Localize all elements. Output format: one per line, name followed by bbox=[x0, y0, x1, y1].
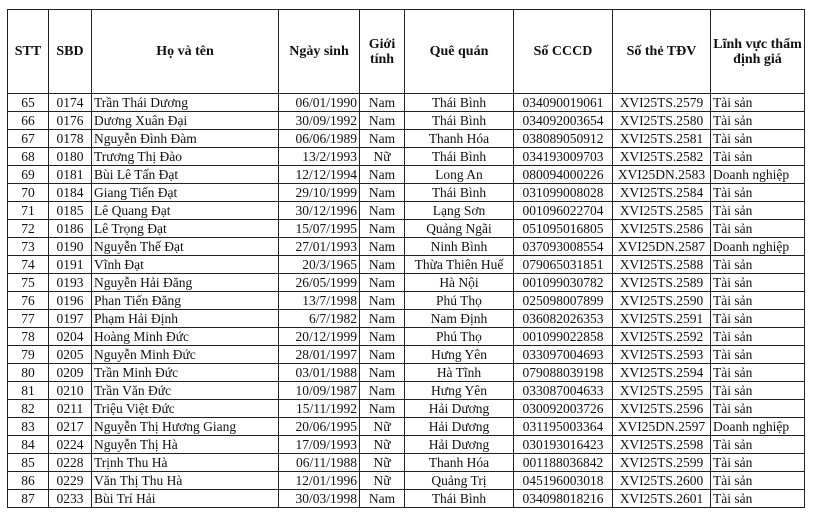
cell-sbd: 0217 bbox=[49, 418, 92, 436]
cell-cccd: 038089050912 bbox=[514, 130, 613, 148]
cell-cccd: 037093008554 bbox=[514, 238, 613, 256]
cell-gender: Nam bbox=[360, 166, 405, 184]
cell-card: XVI25DN.2583 bbox=[613, 166, 711, 184]
cell-hometown: Hải Dương bbox=[405, 400, 514, 418]
table-header-row bbox=[8, 10, 805, 94]
cell-stt: 80 bbox=[8, 364, 49, 382]
cell-dob: 13/7/1998 bbox=[279, 292, 360, 310]
cell-sbd: 0210 bbox=[49, 382, 92, 400]
header-gender: Giới tính bbox=[360, 10, 405, 94]
cell-field: Tài sản bbox=[711, 454, 805, 472]
cell-field: Tài sản bbox=[711, 328, 805, 346]
table-row bbox=[8, 202, 805, 220]
cell-hometown: Thái Bình bbox=[405, 112, 514, 130]
cell-cccd: 031099008028 bbox=[514, 184, 613, 202]
cell-name: Trần Văn Đức bbox=[92, 382, 279, 400]
cell-field: Tài sản bbox=[711, 472, 805, 490]
cell-name: Lê Quang Đạt bbox=[92, 202, 279, 220]
cell-cccd: 079088039198 bbox=[514, 364, 613, 382]
cell-field: Tài sản bbox=[711, 148, 805, 166]
candidate-table bbox=[7, 9, 805, 508]
table-row bbox=[8, 382, 805, 400]
cell-card: XVI25TS.2586 bbox=[613, 220, 711, 238]
cell-sbd: 0233 bbox=[49, 490, 92, 508]
cell-cccd: 001096022704 bbox=[514, 202, 613, 220]
header-dob: Ngày sinh bbox=[279, 10, 360, 94]
cell-hometown: Hải Dương bbox=[405, 418, 514, 436]
cell-card: XVI25TS.2593 bbox=[613, 346, 711, 364]
cell-hometown: Lạng Sơn bbox=[405, 202, 514, 220]
cell-gender: Nam bbox=[360, 328, 405, 346]
cell-gender: Nam bbox=[360, 400, 405, 418]
cell-dob: 6/7/1982 bbox=[279, 310, 360, 328]
cell-name: Triệu Việt Đức bbox=[92, 400, 279, 418]
cell-field: Tài sản bbox=[711, 364, 805, 382]
cell-gender: Nam bbox=[360, 202, 405, 220]
cell-cccd: 031195003364 bbox=[514, 418, 613, 436]
cell-name: Vĩnh Đạt bbox=[92, 256, 279, 274]
cell-cccd: 079065031851 bbox=[514, 256, 613, 274]
cell-sbd: 0185 bbox=[49, 202, 92, 220]
header-name: Họ và tên bbox=[92, 10, 279, 94]
cell-card: XVI25TS.2589 bbox=[613, 274, 711, 292]
cell-field: Tài sản bbox=[711, 490, 805, 508]
cell-sbd: 0190 bbox=[49, 238, 92, 256]
cell-cccd: 033097004693 bbox=[514, 346, 613, 364]
cell-cccd: 034193009703 bbox=[514, 148, 613, 166]
document-page bbox=[7, 9, 805, 508]
cell-sbd: 0211 bbox=[49, 400, 92, 418]
cell-hometown: Thái Bình bbox=[405, 490, 514, 508]
cell-field: Tài sản bbox=[711, 256, 805, 274]
cell-hometown: Hưng Yên bbox=[405, 346, 514, 364]
cell-cccd: 030193016423 bbox=[514, 436, 613, 454]
cell-field: Tài sản bbox=[711, 94, 805, 112]
cell-name: Phạm Hải Định bbox=[92, 310, 279, 328]
cell-gender: Nam bbox=[360, 310, 405, 328]
cell-card: XVI25TS.2579 bbox=[613, 94, 711, 112]
cell-name: Hoàng Minh Đức bbox=[92, 328, 279, 346]
cell-name: Bùi Lê Tấn Đạt bbox=[92, 166, 279, 184]
table-row bbox=[8, 490, 805, 508]
cell-cccd: 034098018216 bbox=[514, 490, 613, 508]
table-row bbox=[8, 472, 805, 490]
table-row bbox=[8, 292, 805, 310]
cell-hometown: Hưng Yên bbox=[405, 382, 514, 400]
cell-name: Dương Xuân Đại bbox=[92, 112, 279, 130]
cell-cccd: 034090019061 bbox=[514, 94, 613, 112]
cell-stt: 83 bbox=[8, 418, 49, 436]
cell-dob: 15/07/1995 bbox=[279, 220, 360, 238]
cell-field: Tài sản bbox=[711, 382, 805, 400]
cell-sbd: 0229 bbox=[49, 472, 92, 490]
cell-hometown: Hải Dương bbox=[405, 436, 514, 454]
cell-hometown: Phú Thọ bbox=[405, 328, 514, 346]
table-row bbox=[8, 346, 805, 364]
cell-name: Nguyễn Đình Đàm bbox=[92, 130, 279, 148]
cell-card: XVI25TS.2594 bbox=[613, 364, 711, 382]
cell-hometown: Thanh Hóa bbox=[405, 454, 514, 472]
cell-sbd: 0191 bbox=[49, 256, 92, 274]
cell-name: Nguyễn Thị Hà bbox=[92, 436, 279, 454]
header-card: Số thẻ TĐV bbox=[613, 10, 711, 94]
cell-gender: Nữ bbox=[360, 418, 405, 436]
cell-stt: 77 bbox=[8, 310, 49, 328]
cell-hometown: Hà Tĩnh bbox=[405, 364, 514, 382]
cell-dob: 20/12/1999 bbox=[279, 328, 360, 346]
cell-field: Tài sản bbox=[711, 292, 805, 310]
cell-dob: 06/01/1990 bbox=[279, 94, 360, 112]
cell-name: Trần Minh Đức bbox=[92, 364, 279, 382]
cell-card: XVI25TS.2598 bbox=[613, 436, 711, 454]
cell-stt: 86 bbox=[8, 472, 49, 490]
cell-stt: 71 bbox=[8, 202, 49, 220]
cell-dob: 17/09/1993 bbox=[279, 436, 360, 454]
cell-card: XVI25TS.2581 bbox=[613, 130, 711, 148]
cell-field: Doanh nghiệp bbox=[711, 166, 805, 184]
cell-stt: 79 bbox=[8, 346, 49, 364]
cell-dob: 20/3/1965 bbox=[279, 256, 360, 274]
cell-stt: 70 bbox=[8, 184, 49, 202]
cell-stt: 68 bbox=[8, 148, 49, 166]
cell-gender: Nam bbox=[360, 184, 405, 202]
cell-gender: Nam bbox=[360, 256, 405, 274]
cell-stt: 85 bbox=[8, 454, 49, 472]
cell-sbd: 0224 bbox=[49, 436, 92, 454]
cell-name: Trương Thị Đào bbox=[92, 148, 279, 166]
cell-gender: Nam bbox=[360, 274, 405, 292]
cell-dob: 06/11/1988 bbox=[279, 454, 360, 472]
cell-cccd: 034092003654 bbox=[514, 112, 613, 130]
cell-card: XVI25TS.2600 bbox=[613, 472, 711, 490]
cell-hometown: Thừa Thiên Huế bbox=[405, 256, 514, 274]
cell-hometown: Long An bbox=[405, 166, 514, 184]
cell-cccd: 001099022858 bbox=[514, 328, 613, 346]
cell-field: Doanh nghiệp bbox=[711, 238, 805, 256]
cell-name: Nguyễn Thị Hương Giang bbox=[92, 418, 279, 436]
cell-dob: 03/01/1988 bbox=[279, 364, 360, 382]
table-row bbox=[8, 310, 805, 328]
table-row bbox=[8, 112, 805, 130]
cell-name: Lê Trọng Đạt bbox=[92, 220, 279, 238]
cell-card: XVI25TS.2590 bbox=[613, 292, 711, 310]
cell-gender: Nữ bbox=[360, 148, 405, 166]
cell-cccd: 080094000226 bbox=[514, 166, 613, 184]
cell-sbd: 0193 bbox=[49, 274, 92, 292]
cell-cccd: 001188036842 bbox=[514, 454, 613, 472]
cell-gender: Nam bbox=[360, 130, 405, 148]
cell-sbd: 0228 bbox=[49, 454, 92, 472]
cell-gender: Nam bbox=[360, 490, 405, 508]
cell-gender: Nam bbox=[360, 382, 405, 400]
cell-sbd: 0180 bbox=[49, 148, 92, 166]
cell-field: Tài sản bbox=[711, 112, 805, 130]
table-row bbox=[8, 166, 805, 184]
cell-gender: Nam bbox=[360, 364, 405, 382]
cell-stt: 78 bbox=[8, 328, 49, 346]
cell-stt: 72 bbox=[8, 220, 49, 238]
table-row bbox=[8, 238, 805, 256]
cell-stt: 75 bbox=[8, 274, 49, 292]
header-field: Lĩnh vực thẩm định giá bbox=[711, 10, 805, 94]
cell-gender: Nữ bbox=[360, 472, 405, 490]
cell-sbd: 0176 bbox=[49, 112, 92, 130]
cell-dob: 27/01/1993 bbox=[279, 238, 360, 256]
table-row bbox=[8, 436, 805, 454]
header-cccd: Số CCCD bbox=[514, 10, 613, 94]
cell-stt: 66 bbox=[8, 112, 49, 130]
cell-dob: 12/01/1996 bbox=[279, 472, 360, 490]
cell-dob: 30/03/1998 bbox=[279, 490, 360, 508]
cell-name: Nguyễn Thế Đạt bbox=[92, 238, 279, 256]
cell-hometown: Hà Nội bbox=[405, 274, 514, 292]
cell-hometown: Thanh Hóa bbox=[405, 130, 514, 148]
cell-hometown: Phú Thọ bbox=[405, 292, 514, 310]
cell-hometown: Quảng Ngãi bbox=[405, 220, 514, 238]
cell-cccd: 025098007899 bbox=[514, 292, 613, 310]
header-hometown: Quê quán bbox=[405, 10, 514, 94]
table-row bbox=[8, 274, 805, 292]
cell-field: Tài sản bbox=[711, 274, 805, 292]
cell-sbd: 0204 bbox=[49, 328, 92, 346]
table-body bbox=[8, 94, 805, 508]
cell-name: Văn Thị Thu Hà bbox=[92, 472, 279, 490]
cell-gender: Nam bbox=[360, 220, 405, 238]
cell-field: Tài sản bbox=[711, 436, 805, 454]
table-row bbox=[8, 94, 805, 112]
cell-sbd: 0205 bbox=[49, 346, 92, 364]
cell-gender: Nam bbox=[360, 346, 405, 364]
cell-sbd: 0184 bbox=[49, 184, 92, 202]
cell-card: XVI25TS.2584 bbox=[613, 184, 711, 202]
cell-stt: 81 bbox=[8, 382, 49, 400]
cell-card: XVI25TS.2601 bbox=[613, 490, 711, 508]
cell-card: XVI25TS.2585 bbox=[613, 202, 711, 220]
cell-cccd: 001099030782 bbox=[514, 274, 613, 292]
cell-card: XVI25TS.2596 bbox=[613, 400, 711, 418]
table-row bbox=[8, 454, 805, 472]
cell-card: XVI25TS.2599 bbox=[613, 454, 711, 472]
cell-gender: Nam bbox=[360, 94, 405, 112]
table-row bbox=[8, 328, 805, 346]
cell-dob: 30/12/1996 bbox=[279, 202, 360, 220]
cell-stt: 87 bbox=[8, 490, 49, 508]
cell-name: Bùi Trí Hải bbox=[92, 490, 279, 508]
cell-card: XVI25TS.2592 bbox=[613, 328, 711, 346]
cell-cccd: 036082026353 bbox=[514, 310, 613, 328]
cell-gender: Nam bbox=[360, 112, 405, 130]
cell-dob: 15/11/1992 bbox=[279, 400, 360, 418]
table-row bbox=[8, 400, 805, 418]
cell-name: Nguyễn Hải Đăng bbox=[92, 274, 279, 292]
table-row bbox=[8, 364, 805, 382]
cell-dob: 30/09/1992 bbox=[279, 112, 360, 130]
cell-dob: 10/09/1987 bbox=[279, 382, 360, 400]
cell-cccd: 051095016805 bbox=[514, 220, 613, 238]
cell-card: XVI25TS.2582 bbox=[613, 148, 711, 166]
cell-hometown: Nam Định bbox=[405, 310, 514, 328]
cell-name: Giang Tiến Đạt bbox=[92, 184, 279, 202]
cell-cccd: 045196003018 bbox=[514, 472, 613, 490]
cell-dob: 13/2/1993 bbox=[279, 148, 360, 166]
cell-field: Tài sản bbox=[711, 220, 805, 238]
cell-dob: 20/06/1995 bbox=[279, 418, 360, 436]
table-row bbox=[8, 148, 805, 166]
cell-dob: 06/06/1989 bbox=[279, 130, 360, 148]
cell-card: XVI25TS.2588 bbox=[613, 256, 711, 274]
header-sbd: SBD bbox=[49, 10, 92, 94]
cell-field: Tài sản bbox=[711, 346, 805, 364]
cell-dob: 12/12/1994 bbox=[279, 166, 360, 184]
cell-sbd: 0174 bbox=[49, 94, 92, 112]
cell-field: Doanh nghiệp bbox=[711, 418, 805, 436]
cell-name: Phan Tiến Đăng bbox=[92, 292, 279, 310]
cell-name: Trịnh Thu Hà bbox=[92, 454, 279, 472]
cell-dob: 26/05/1999 bbox=[279, 274, 360, 292]
cell-stt: 74 bbox=[8, 256, 49, 274]
cell-field: Tài sản bbox=[711, 184, 805, 202]
cell-sbd: 0196 bbox=[49, 292, 92, 310]
cell-field: Tài sản bbox=[711, 202, 805, 220]
cell-cccd: 030092003726 bbox=[514, 400, 613, 418]
cell-gender: Nữ bbox=[360, 454, 405, 472]
table-row bbox=[8, 220, 805, 238]
cell-gender: Nam bbox=[360, 292, 405, 310]
cell-stt: 82 bbox=[8, 400, 49, 418]
cell-card: XVI25TS.2595 bbox=[613, 382, 711, 400]
cell-card: XVI25DN.2597 bbox=[613, 418, 711, 436]
cell-sbd: 0197 bbox=[49, 310, 92, 328]
cell-field: Tài sản bbox=[711, 130, 805, 148]
cell-stt: 69 bbox=[8, 166, 49, 184]
cell-hometown: Thái Bình bbox=[405, 148, 514, 166]
cell-gender: Nam bbox=[360, 238, 405, 256]
cell-field: Tài sản bbox=[711, 310, 805, 328]
cell-hometown: Ninh Bình bbox=[405, 238, 514, 256]
cell-hometown: Quảng Trị bbox=[405, 472, 514, 490]
cell-stt: 65 bbox=[8, 94, 49, 112]
cell-name: Trần Thái Dương bbox=[92, 94, 279, 112]
cell-gender: Nữ bbox=[360, 436, 405, 454]
cell-stt: 84 bbox=[8, 436, 49, 454]
header-stt: STT bbox=[8, 10, 49, 94]
cell-hometown: Thái Bình bbox=[405, 94, 514, 112]
cell-stt: 76 bbox=[8, 292, 49, 310]
cell-stt: 73 bbox=[8, 238, 49, 256]
table-row bbox=[8, 256, 805, 274]
cell-cccd: 033087004633 bbox=[514, 382, 613, 400]
cell-card: XVI25TS.2591 bbox=[613, 310, 711, 328]
cell-sbd: 0209 bbox=[49, 364, 92, 382]
cell-sbd: 0181 bbox=[49, 166, 92, 184]
table-row bbox=[8, 184, 805, 202]
cell-field: Tài sản bbox=[711, 400, 805, 418]
cell-hometown: Thái Bình bbox=[405, 184, 514, 202]
cell-name: Nguyễn Minh Đức bbox=[92, 346, 279, 364]
cell-stt: 67 bbox=[8, 130, 49, 148]
table-row bbox=[8, 418, 805, 436]
cell-dob: 28/01/1997 bbox=[279, 346, 360, 364]
cell-sbd: 0178 bbox=[49, 130, 92, 148]
cell-card: XVI25TS.2580 bbox=[613, 112, 711, 130]
cell-card: XVI25DN.2587 bbox=[613, 238, 711, 256]
cell-sbd: 0186 bbox=[49, 220, 92, 238]
cell-dob: 29/10/1999 bbox=[279, 184, 360, 202]
table-row bbox=[8, 130, 805, 148]
